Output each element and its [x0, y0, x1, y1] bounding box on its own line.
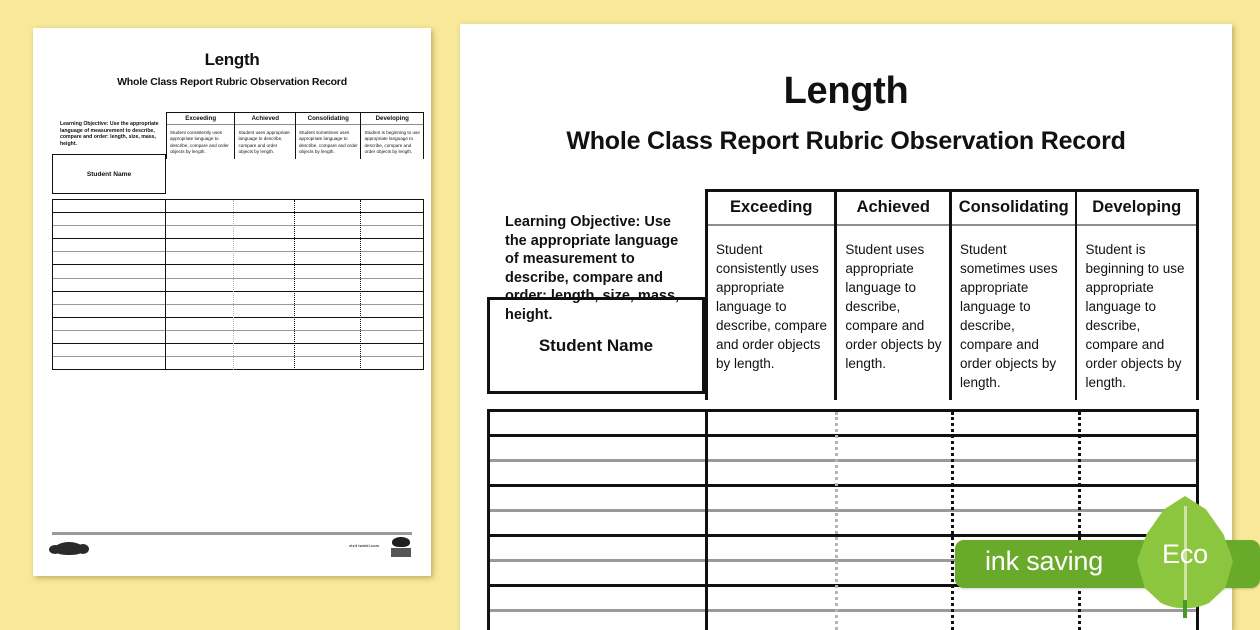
table-row[interactable]	[490, 437, 1196, 462]
criteria-label-developing: Developing	[361, 113, 423, 125]
footer-divider	[52, 532, 412, 535]
table-row[interactable]	[53, 265, 423, 278]
student-name-header-cell: Student Name	[52, 154, 166, 194]
criteria-label-exceeding: Exceeding	[167, 113, 234, 125]
table-row[interactable]	[53, 318, 423, 331]
criteria-label-developing: Developing	[1077, 192, 1196, 226]
table-row[interactable]	[53, 344, 423, 357]
table-row[interactable]	[490, 412, 1196, 437]
criteria-descriptor-achieved: Student uses appropriate language to describe, compare and order objects by length.	[845, 242, 942, 371]
table-row[interactable]	[53, 213, 423, 226]
table-row[interactable]	[53, 292, 423, 305]
table-row[interactable]	[53, 252, 423, 265]
cloud-logo-icon	[54, 542, 84, 555]
thumbnail-page[interactable]	[33, 28, 431, 576]
criteria-label-consolidating: Consolidating	[296, 113, 360, 125]
table-row[interactable]	[490, 612, 1196, 630]
table-row[interactable]	[53, 331, 423, 344]
criteria-descriptor-exceeding: Student consistently uses appropriate language to describe, compare and order objects by length.	[170, 130, 229, 155]
criteria-descriptor-exceeding: Student consistently uses appropriate language to describe, compare and order objects by length.	[716, 242, 828, 371]
table-row[interactable]	[53, 357, 423, 370]
table-row[interactable]	[490, 487, 1196, 512]
page-subtitle: Whole Class Report Rubric Observation Record	[117, 76, 347, 88]
eco-badge-leaf-label: Eco	[1162, 539, 1208, 569]
criteria-label-consolidating: Consolidating	[952, 192, 1075, 226]
ink-saving-eco-badge	[955, 534, 1260, 594]
criteria-descriptor-consolidating: Student sometimes uses appropriate language to describe, compare and order objects by length.	[299, 130, 358, 155]
student-name-header-cell: Student Name	[487, 297, 705, 394]
criteria-label-achieved: Achieved	[235, 113, 295, 125]
criteria-descriptor-developing: Student is beginning to use appropriate language to describe, compare and order objects by length.	[364, 130, 420, 155]
learning-objective-text: Learning Objective: Use the appropriate language of measurement to describe, compare and order: length, size, mass, height.	[505, 214, 680, 323]
criteria-column-exceeding	[167, 113, 235, 159]
page-title: Length	[783, 70, 909, 112]
rubric-header-block	[52, 112, 424, 194]
column-divider-student	[165, 200, 166, 370]
student-rows-grid	[52, 199, 424, 370]
page-title: Length	[204, 50, 260, 69]
criteria-columns	[705, 189, 1199, 400]
table-row[interactable]	[53, 200, 423, 213]
page-footer	[52, 532, 412, 562]
rubric-left-column	[52, 112, 166, 194]
leaf-icon	[1137, 496, 1233, 616]
column-divider-consolidating	[1078, 412, 1081, 630]
rubric-left-column	[487, 189, 705, 394]
criteria-label-exceeding: Exceeding	[708, 192, 834, 226]
criteria-column-developing	[1077, 192, 1196, 400]
criteria-column-developing	[361, 113, 423, 159]
criteria-column-achieved	[235, 113, 296, 159]
eco-badge-pill-label: ink saving	[985, 546, 1104, 576]
rubric-header-block	[487, 189, 1199, 400]
learning-objective-text: Learning Objective: Use the appropriate language of measurement to describe, compare and order: length, size, mass, height.	[60, 121, 159, 147]
table-row[interactable]	[53, 226, 423, 239]
criteria-descriptor-achieved: Student uses appropriate language to describe, compare and order objects by length.	[238, 130, 290, 155]
footer-credit-text: visit twinkl.com	[349, 544, 379, 548]
table-row[interactable]	[53, 279, 423, 292]
table-row[interactable]	[53, 239, 423, 252]
criteria-columns	[166, 112, 424, 159]
column-divider-consolidating	[360, 200, 361, 370]
student-rows-grid	[487, 409, 1199, 630]
column-divider-achieved	[951, 412, 954, 630]
column-divider-student	[705, 412, 708, 630]
badge-mark-icon	[390, 537, 412, 559]
criteria-column-exceeding	[708, 192, 837, 400]
table-row[interactable]	[53, 305, 423, 318]
column-divider-achieved	[294, 200, 295, 370]
criteria-label-achieved: Achieved	[837, 192, 949, 226]
criteria-descriptor-consolidating: Student sometimes uses appropriate language to describe, compare and order objects by length.	[960, 242, 1058, 390]
criteria-column-consolidating	[952, 192, 1077, 400]
criteria-column-consolidating	[296, 113, 361, 159]
column-divider-exceeding	[233, 200, 234, 370]
criteria-column-achieved	[837, 192, 952, 400]
criteria-descriptor-developing: Student is beginning to use appropriate language to describe, compare and order objects by length.	[1085, 242, 1185, 390]
table-row[interactable]	[490, 462, 1196, 487]
column-divider-exceeding	[835, 412, 838, 630]
page-subtitle: Whole Class Report Rubric Observation Record	[566, 127, 1126, 155]
